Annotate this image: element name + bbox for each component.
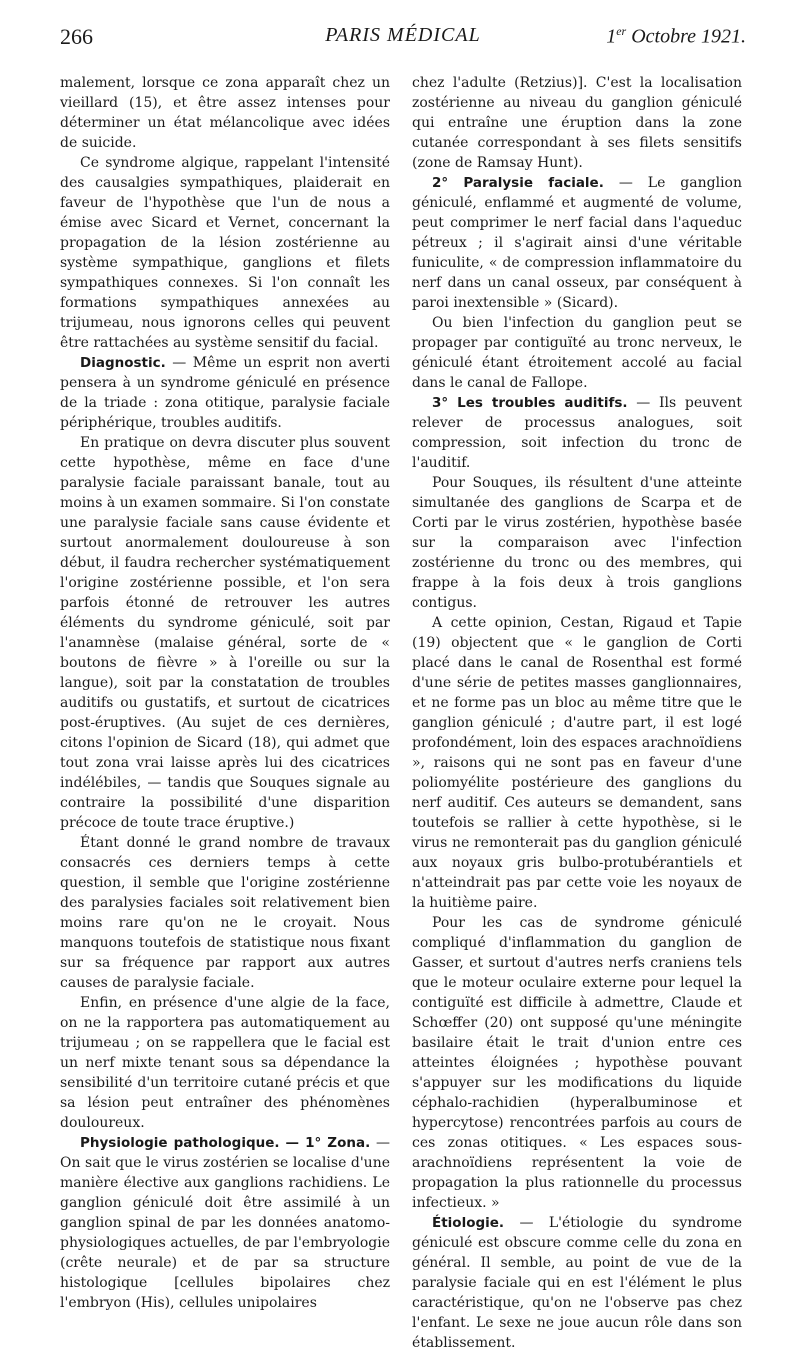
section-paragraph xyxy=(60,353,390,433)
paragraph-text: A cette opinion, Cestan, Rigaud et Tapie (19) objectent que « le ganglion de Corti placé dans le canal de Rosenthal est formé d'une série de petites masses ganglionnaires, et ne forme pas un bloc au même titre que le ganglion géniculé ; d'autre part, il est logé profondément, loin des espaces arachnoïdiens », raisons qui ne sont pas en faveur d'une poliomyélite postérieure des ganglions du nerf auditif. Ces auteurs se demandent, sans toutefois se rallier à cette hypothèse, si le virus ne remonterait pas du ganglion géniculé aux noyaux gris bulbo-protubérantiels et n'atteindrait pas par cette voie les noyaux de la huitième paire. xyxy=(412,615,742,911)
body-paragraph xyxy=(412,313,742,393)
section-paragraph xyxy=(412,173,742,313)
paragraph-text: Ce syndrome algique, rappelant l'intensité des causalgies sympathiques, plaiderait en faveur de l'hypothèse que l'un de nous a émise avec Sicard et Vernet, concernant la propagation de la lésion zostérienne au système sympathique, ganglions et filets sympathiques connexes. Si l'on connaît les formations sympathiques annexées au trijumeau, nous ignorons celles qui peuvent être rattachées au système sensitif du facial. xyxy=(60,155,390,351)
paragraph-text: — Le ganglion géniculé, enflammé et augmenté de volume, peut comprimer le nerf facial dans l'aqueduc pétreux ; il s'agirait ainsi d'une véritable funiculite, « de compression inflammatoire du nerf dans un canal osseux, par conséquent à paroi inextensible » (Sicard). xyxy=(412,175,742,311)
body-paragraph xyxy=(60,833,390,993)
paragraph-text: Ou bien l'infection du ganglion peut se propager par contiguïté au tronc nerveux, le géniculé étant étroitement accolé au facial dans le canal de Fallope. xyxy=(412,315,742,391)
paragraph-text: — Ils peuvent relever de processus analogues, soit compression, soit infection du tronc de l'auditif. xyxy=(412,395,742,471)
journal-title: PARIS MÉDICAL xyxy=(325,24,481,46)
body-paragraph xyxy=(60,993,390,1133)
paragraph-text: malement, lorsque ce zona apparaît chez un vieillard (15), et être assez intenses pour déterminer un état mélancolique avec idées de suicide. xyxy=(60,75,390,151)
section-heading: Étiologie. xyxy=(432,1215,505,1231)
body-paragraph xyxy=(412,473,742,613)
paragraph-text: Enfin, en présence d'une algie de la face, on ne la rapportera pas automatiquement au trijumeau ; on se rappellera que le facial est un nerf mixte tenant sous sa dépendance la sensibilité d'un territoire cutané précis et que sa lésion peut entraîner des phénomènes douloureux. xyxy=(60,995,390,1131)
section-heading: 3° Les troubles auditifs. xyxy=(432,395,628,411)
body-paragraph xyxy=(412,913,742,1213)
issue-date-rest: Octobre 1921. xyxy=(626,25,746,48)
right-column xyxy=(412,73,742,1353)
body-paragraph xyxy=(60,153,390,353)
page-number: 266 xyxy=(60,24,93,49)
paragraph-text: Pour les cas de syndrome géniculé compliqué d'inflammation du ganglion de Gasser, et surtout d'autres nerfs craniens tels que le moteur oculaire externe pour lequel la contiguïté est difficile à admettre, Claude et Schœffer (20) ont supposé qu'une méningite basilaire était le trait d'union entre ces atteintes éloignées ; hypothèse pouvant s'appuyer sur les modifications du liquide céphalo-rachidien (hyperalbuminose et hypercytose) rencontrées parfois au cours de ces zonas otitiques. « Les espaces sous-arachnoïdiens représentent la voie de propagation la plus rationnelle du processus infectieux. » xyxy=(412,915,742,1211)
section-paragraph xyxy=(412,1213,742,1353)
running-header xyxy=(60,24,746,54)
paragraph-text: — L'étiologie du syndrome géniculé est obscure comme celle du zona en général. Il semble, au point de vue de la paralysie faciale qui en est l'élément le plus caractéristique, qu'on ne l'observe pas chez l'enfant. Le sexe ne joue aucun rôle dans son établissement. xyxy=(412,1215,742,1351)
paragraph-text: Étant donné le grand nombre de travaux consacrés ces derniers temps à cette question, il semble que l'origine zostérienne des paralysies faciales soit relativement bien moins rare qu'on ne le croyait. Nous manquons toutefois de statistique nous fixant sur sa fréquence par rapport aux autres causes de paralysie faciale. xyxy=(60,835,390,991)
paragraph-text: — Même un esprit non averti pensera à un syndrome géniculé en présence de la triade : zona otitique, paralysie faciale périphérique, troubles auditifs. xyxy=(60,355,390,431)
issue-date-ordinal: er xyxy=(616,24,627,38)
paragraph-text: Pour Souques, ils résultent d'une atteinte simultanée des ganglions de Scarpa et de Corti par le virus zostérien, hypothèse basée sur la comparaison avec l'infection zostérienne du tronc ou des membres, qui frappe à la fois deux à trois ganglions contigus. xyxy=(412,475,742,611)
paragraph-text: — On sait que le virus zostérien se localise d'une manière élective aux ganglions rachidiens. Le ganglion géniculé doit être assimilé à un ganglion spinal de par les données anatomo-physiologiques actuelles, de par l'embryologie (crête neurale) et de par sa structure histologique [cellules bipolaires chez l'embryon (His), cellules unipolaires xyxy=(60,1135,391,1311)
body-paragraph xyxy=(60,73,390,153)
issue-date xyxy=(606,24,746,49)
body-paragraph xyxy=(60,433,390,833)
section-heading: 2° Paralysie faciale. xyxy=(432,175,604,191)
body-paragraph xyxy=(412,613,742,913)
left-column xyxy=(60,73,390,1313)
section-heading: Diagnostic. xyxy=(80,355,166,371)
paragraph-text: chez l'adulte (Retzius)]. C'est la localisation zostérienne au niveau du ganglion géniculé qui entraîne une éruption dans la zone cutanée correspondant à ses filets sensitifs (zone de Ramsay Hunt). xyxy=(412,75,742,171)
paragraph-text: En pratique on devra discuter plus souvent cette hypothèse, même en face d'une paralysie faciale paraissant banale, tout au moins à un examen sommaire. Si l'on constate une paralysie faciale sans cause évidente et surtout anormalement douloureuse à son début, il faudra rechercher systématiquement l'origine zostérienne possible, et l'on sera parfois étonné de retrouver les autres éléments du syndrome géniculé, soit par l'anamnèse (malaise général, sorte de « boutons de fièvre » à l'oreille ou sur la langue), soit par la constatation de troubles auditifs ou gustatifs, et surtout de cicatrices post-éruptives. (Au sujet de ces dernières, citons l'opinion de Sicard (18), qui admet que tout zona vrai laisse après lui des cicatrices indélébiles, — tandis que Souques signale au contraire la possibilité d'une disparition précoce de toute trace éruptive.) xyxy=(60,435,390,831)
section-heading: Physiologie pathologique. — 1° Zona. xyxy=(80,1135,371,1151)
body-paragraph xyxy=(412,73,742,173)
section-paragraph xyxy=(412,393,742,473)
issue-date-day: 1 xyxy=(606,25,617,48)
section-paragraph xyxy=(60,1133,390,1313)
